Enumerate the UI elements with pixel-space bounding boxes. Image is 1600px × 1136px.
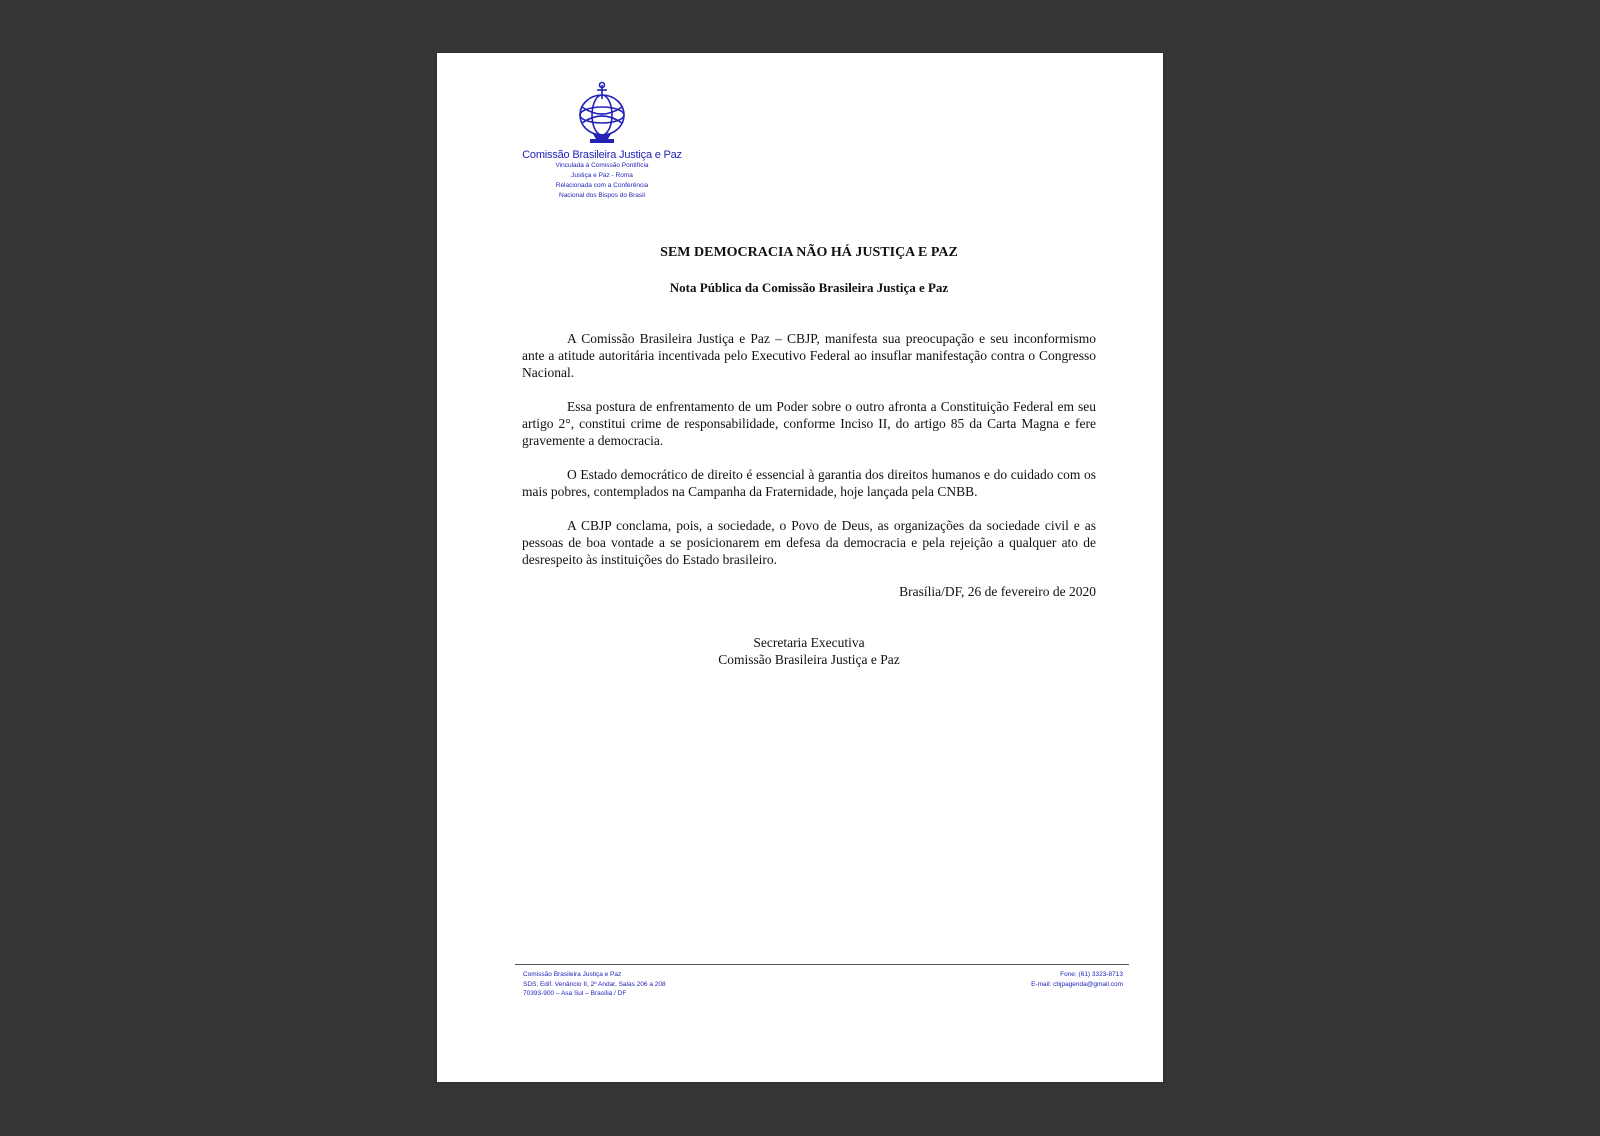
letterhead-line: Nacional dos Bispos do Brasil [559, 192, 645, 199]
paragraph: A Comissão Brasileira Justiça e Paz – CBJP, manifesta sua preocupação e seu inconformismo ante a atitude autoritária incentivada pelo Executivo Federal ao insuflar manifestação contra o Congresso Nacional. [522, 331, 1096, 380]
document-page [437, 53, 1163, 1082]
cbjp-emblem-icon [573, 81, 631, 147]
paragraph: Essa postura de enfrentamento de um Poder sobre o outro afronta a Constituição Federal em seu artigo 2°, constitui crime de responsabilidade, conforme Inciso II, do artigo 85 da Carta Magna e fere gravemente a democracia. [522, 399, 1096, 448]
footer-line: Comissão Brasileira Justiça e Paz [523, 971, 622, 978]
footer-line: SDS, Edif. Venâncio II, 2º Andar, Salas 206 a 208 [523, 980, 666, 988]
document-subtitle: Nota Pública da Comissão Brasileira Justiça e Paz [669, 280, 949, 295]
footer-phone: Fone: (61) 3323-8713 [1060, 971, 1123, 978]
document-body [522, 330, 1096, 585]
footer-contact [1031, 970, 1123, 989]
signature-line: Secretaria Executiva [753, 635, 865, 650]
letterhead-line: Justiça e Paz - Roma [571, 172, 633, 179]
document-date: Brasília/DF, 26 de fevereiro de 2020 [899, 584, 1096, 599]
letterhead-line: Vinculada à Comissão Pontifícia [555, 162, 649, 169]
letterhead-logo [517, 81, 687, 201]
paragraph: A CBJP conclama, pois, a sociedade, o Povo de Deus, as organizações da sociedade civil e as pessoas de boa vontade a se posicionarem em defesa da democracia e pela rejeição a qualquer ato de desrespeito às instituições do Estado brasileiro. [522, 518, 1096, 567]
footer-line: 70393-900 – Asa Sul – Brasília / DF [523, 990, 627, 997]
signature-block [437, 634, 1163, 668]
footer-email: E-mail: cbjpagenda@gmail.com [1031, 980, 1123, 988]
signature-line: Comissão Brasileira Justiça e Paz [718, 652, 900, 667]
paragraph: O Estado democrático de direito é essencial à garantia dos direitos humanos e do cuidado com os mais pobres, contemplados na Campanha da Fraternidade, hoje lançada pela CNBB. [522, 467, 1096, 499]
letterhead-line: Relacionada com a Conferência [555, 182, 649, 189]
document-title: SEM DEMOCRACIA NÃO HÁ JUSTIÇA E PAZ [660, 245, 958, 260]
letterhead-organization: Comissão Brasileira Justiça e Paz [522, 149, 682, 161]
footer-address [523, 970, 666, 999]
footer-divider [515, 964, 1129, 965]
